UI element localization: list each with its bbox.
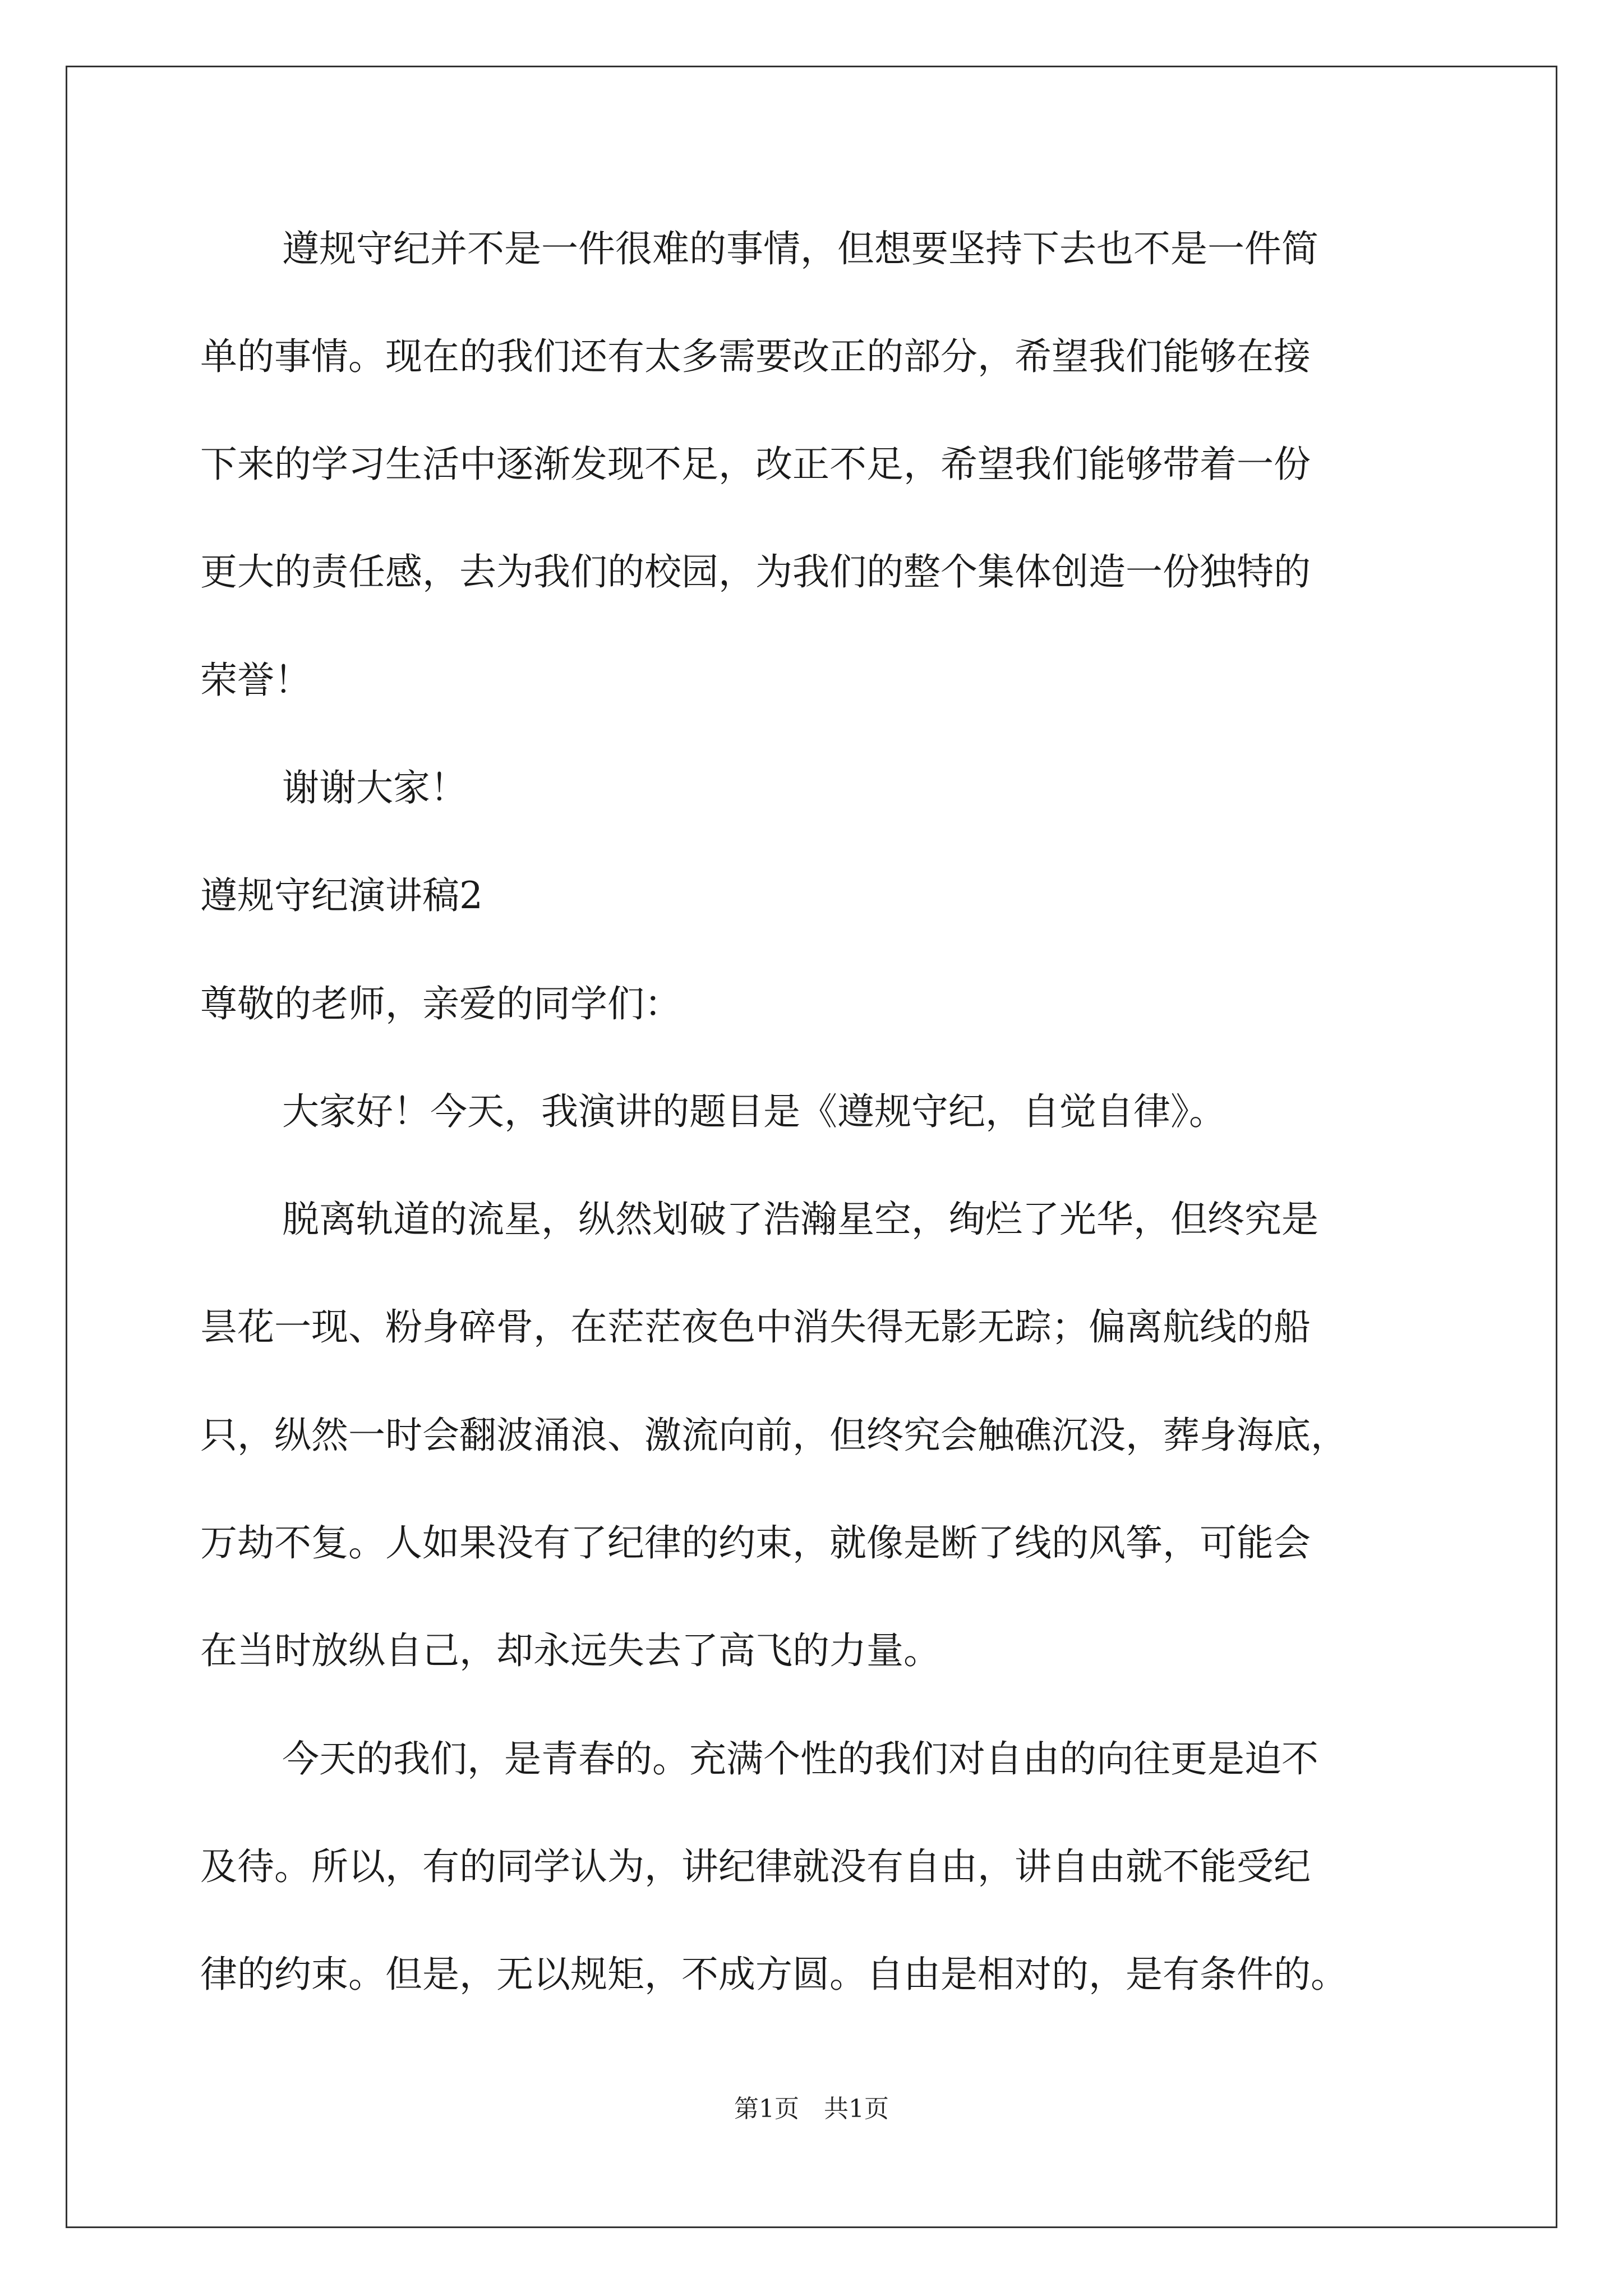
paragraph-line: 昙花一现、粉身碎骨，在茫茫夜色中消失得无影无踪；偏离航线的船 xyxy=(200,1305,1311,1349)
paragraph-line: 在当时放纵自己，却永远失去了高飞的力量。 xyxy=(200,1629,940,1672)
paragraph-line: 今天的我们，是青春的。充满个性的我们对自由的向往更是迫不 xyxy=(282,1737,1318,1780)
paragraph-line: 只，纵然一时会翻波涌浪、激流向前，但终究会触礁沉没，葬身海底， xyxy=(200,1414,1348,1457)
paragraph-line: 更大的责任感，去为我们的校园，为我们的整个集体创造一份独特的 xyxy=(200,550,1311,593)
paragraph-line: 谢谢大家！ xyxy=(282,766,467,809)
paragraph-line: 遵规守纪并不是一件很难的事情，但想要坚持下去也不是一件简 xyxy=(282,227,1318,270)
paragraph-line: 脱离轨道的流星，纵然划破了浩瀚星空，绚烂了光华，但终究是 xyxy=(282,1198,1318,1241)
paragraph-line: 荣誉！ xyxy=(200,659,311,702)
page-border xyxy=(66,66,1557,2228)
paragraph-line: 律的约束。但是，无以规矩，不成方圆。自由是相对的，是有条件的。 xyxy=(200,1953,1348,1996)
paragraph-line: 下来的学习生活中逐渐发现不足，改正不足，希望我们能够带着一份 xyxy=(200,443,1311,486)
section-title: 遵规守纪演讲稿2 xyxy=(200,874,483,917)
paragraph-line: 单的事情。现在的我们还有太多需要改正的部分，希望我们能够在接 xyxy=(200,335,1311,378)
paragraph-line: 及待。所以，有的同学认为，讲纪律就没有自由，讲自由就不能受纪 xyxy=(200,1845,1311,1888)
salutation: 尊敬的老师，亲爱的同学们： xyxy=(200,982,681,1025)
page-number: 第1页 共1页 xyxy=(734,2095,889,2123)
paragraph-line: 万劫不复。人如果没有了纪律的约束，就像是断了线的风筝，可能会 xyxy=(200,1521,1311,1565)
paragraph-line: 大家好！今天，我演讲的题目是《遵规守纪，自觉自律》。 xyxy=(282,1090,1226,1133)
